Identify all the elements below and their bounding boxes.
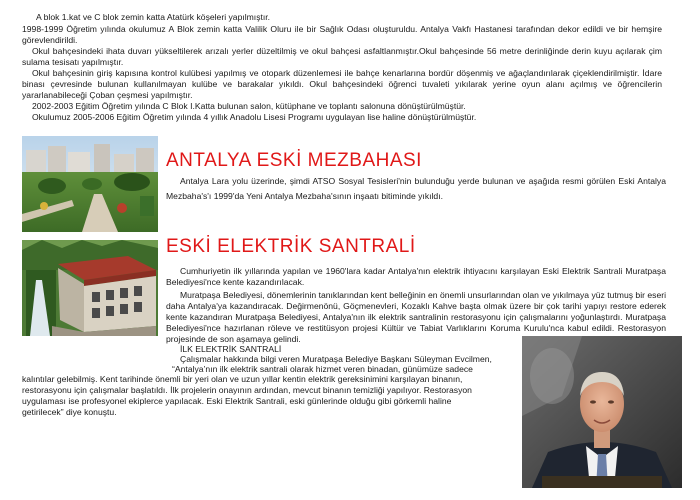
- mayor-portrait-photo: [522, 336, 682, 488]
- power-plant-photo: [22, 240, 158, 336]
- power-plant-title: ESKİ ELEKTRİK SANTRALİ: [166, 236, 416, 257]
- slaughterhouse-photo: [22, 136, 158, 232]
- paragraph-garden-wall: Okul bahçesindeki ihata duvarı yükseltilerek arızalı yerler düzeltilmiş ve okul bahçesi asfaltlanmıştır.Okul bahçesinde 56 metre derinliğinde derin kuyu açılarak çim sulama tesisatı yapılmıştır.: [22, 46, 662, 67]
- paragraph-control-booth: Okul bahçesinin giriş kapısına kontrol kulübesi yapılmış ve otopark düzenlemesi ile bahçe kenarlarına bordür döşenmiş ve ağaçlandırılarak çiçeklendirilmiştir. İdare binası çevresinde bulunan kullanılmayan kulübe ve barakalar yıkıldı. Okul bahçesindeki öğrenci tuvaleti yıkılarak yerine oyun alanı açılmış ve öğrencilerin yararlanabileceği Çoban çeşmesi yapılmıştır.: [22, 68, 662, 100]
- quote-line: getirilecek” diye konuştu.: [22, 407, 117, 417]
- power-plant-quote-intro: Çalışmalar hakkında bilgi veren Muratpaşa Belediye Başkanı Süleyman Evcilmen,: [180, 354, 492, 364]
- paragraph-health-room: 1998-1999 Öğretim yılında okulumuz A Blok zemin katta Valilik Oluru ile bir Sağlık Odası oluşturuldu. Antalya Vakfı Hastanesi tarafından dekor edildi ve bir hemşire görevlendirildi.: [22, 24, 662, 45]
- paragraph-library: 2002-2003 Eğitim Öğretim yılında C Blok I.Katta bulunan salon, kütüphane ve toplantı salonuna dönüştürülmüştür.: [32, 101, 466, 111]
- power-plant-subheading: İLK ELEKTRİK SANTRALİ: [180, 344, 282, 354]
- quote-line: kalıntılar gelebilmiş. Kent tarihinde önemli bir yeri olan ve uzun yıllar kentin elektrik gereksinimini karşılayan binanın,: [22, 374, 463, 384]
- paragraph-anatolian-high-school: Okulumuz 2005-2006 Eğitim Öğretim yılında 4 yıllık Anadolu Lisesi Programı uygulayan lise haline dönüştürülmüştür.: [32, 112, 477, 122]
- quote-line: restorasyonu için çalışmalar başlatıldı. İlk projelerin onayının ardından, mevcut binanın temizliği yapılıyor. Restorasyon: [22, 385, 472, 395]
- slaughterhouse-body: Antalya Lara yolu üzerinde, şimdi ATSO Sosyal Tesisleri'nin bulunduğu yerde bulunan ve aşağıda resmi görülen Eski Antalya Mezbaha's'ı 1999'da Yeni Antalya Mezbaha'sının inşaatı bitiminde yıkıldı.: [166, 176, 666, 201]
- power-plant-details: Muratpaşa Belediyesi, dönemlerinin tanıklarından kent belleğinin en önemli unsurlarından olan ve yıkılmaya yüz tutmuş bir eseri daha Antalya'ya kazandıracak. Değirmenönü, Göçmenevleri, Kozaklı Kahve başta olmak üzere bir çok tarihi yapıyı restore ederek kente kazandıran Muratpaşa Belediyesi, Antalya'nın ilk elektrik santralinin restorasyonu için çalışmalarını yoğunlaştırdı. Muratpaşa Belediyesi'nce hazırlanan röleve ve restitüsyon projesi Kültür ve Tabiat Varlıklarını Koruma Kurulu'nca kabul edildi. Restorasyon projesinde de son aşamaya gelindi.: [166, 290, 666, 344]
- paragraph-ataturk-corners: A blok 1.kat ve C blok zemin katta Atatürk köşeleri yapılmıştır.: [36, 12, 271, 22]
- power-plant-intro: Cumhuriyetin ilk yıllarında yapılan ve 1960'lara kadar Antalya'nın elektrik ihtiyacını karşılayan Eski Elektrik Santrali Muratpaşa Belediyesi'nce kente kazandırılacak.: [166, 266, 666, 287]
- power-plant-quote-rest: [22, 374, 512, 418]
- slaughterhouse-title: ANTALYA ESKİ MEZBAHASI: [166, 150, 422, 171]
- power-plant-quote-line1: “Antalya’nın ilk elektrik santrali olarak hizmet veren binadan, günümüze sadece: [172, 364, 473, 374]
- quote-line: uygulaması ise profesyonel ekiplerce yapılacak. Eski Elektrik Santrali, eski günlerinde olduğu gibi görkemli haline: [22, 396, 452, 406]
